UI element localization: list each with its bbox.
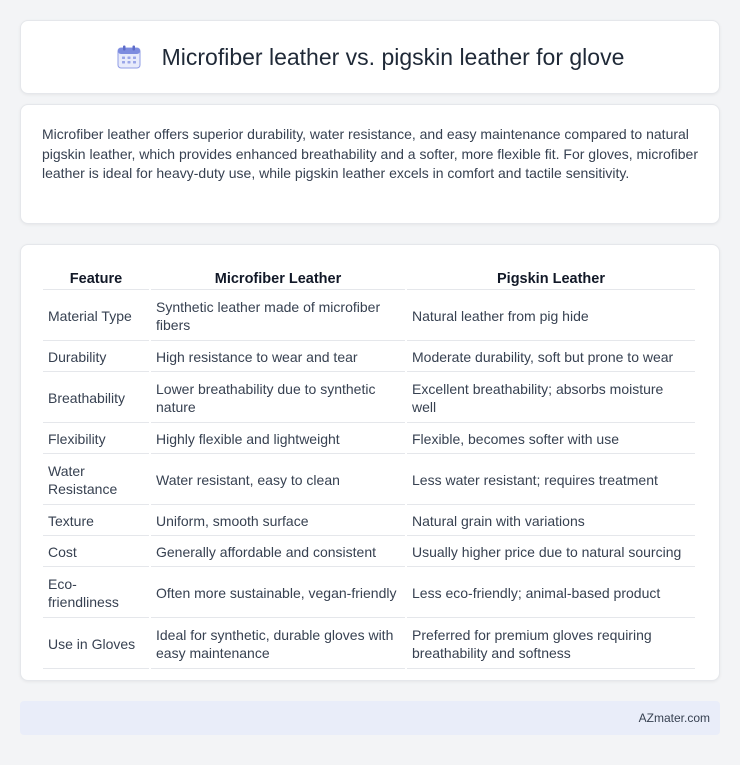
- table-header-row: [43, 267, 695, 290]
- table-cell-microfiber: Often more sustainable, vegan-friendly: [151, 569, 405, 618]
- table-row: [43, 538, 695, 567]
- column-header-pigskin: Pigskin Leather: [407, 267, 695, 290]
- summary-text: Microfiber leather offers superior durability, water resistance, and easy maintenance compared to natural pigskin leather, which provides enhanced breathability and a softer, more flexible fit. For gloves, microfiber leather is ideal for heavy-duty use, while pigskin leather excels in comfort and tactile sensitivity.: [42, 126, 699, 181]
- table-cell-feature: Breathability: [43, 374, 149, 423]
- table-cell-pigskin: Preferred for premium gloves requiring breathability and softness: [407, 620, 695, 669]
- table-cell-pigskin: Excellent breathability; absorbs moisture well: [407, 374, 695, 423]
- table-cell-microfiber: Generally affordable and consistent: [151, 538, 405, 567]
- calendar-icon: [116, 44, 142, 70]
- table-cell-feature: Flexibility: [43, 425, 149, 454]
- footer-brand: AZmater.com: [638, 711, 710, 725]
- column-header-microfiber: Microfiber Leather: [151, 267, 405, 290]
- table-row: [43, 456, 695, 505]
- table-cell-microfiber: Uniform, smooth surface: [151, 507, 405, 536]
- comparison-table: [41, 265, 697, 671]
- table-cell-pigskin: Flexible, becomes softer with use: [407, 425, 695, 454]
- table-cell-feature: Water Resistance: [43, 456, 149, 505]
- table-cell-feature: Durability: [43, 343, 149, 372]
- table-cell-pigskin: Natural leather from pig hide: [407, 292, 695, 341]
- table-row: [43, 620, 695, 669]
- table-cell-pigskin: Usually higher price due to natural sourcing: [407, 538, 695, 567]
- table-cell-microfiber: Ideal for synthetic, durable gloves with easy maintenance: [151, 620, 405, 669]
- table-cell-feature: Texture: [43, 507, 149, 536]
- table-cell-microfiber: Lower breathability due to synthetic nature: [151, 374, 405, 423]
- comparison-table-card: [20, 244, 720, 681]
- title-card: [20, 20, 720, 94]
- table-cell-feature: Cost: [43, 538, 149, 567]
- table-cell-microfiber: Highly flexible and lightweight: [151, 425, 405, 454]
- summary-card: [20, 104, 720, 224]
- table-cell-feature: Eco-friendliness: [43, 569, 149, 618]
- table-cell-feature: Use in Gloves: [43, 620, 149, 669]
- table-cell-microfiber: Water resistant, easy to clean: [151, 456, 405, 505]
- table-cell-microfiber: Synthetic leather made of microfiber fibers: [151, 292, 405, 341]
- column-header-feature: Feature: [43, 267, 149, 290]
- table-cell-feature: Material Type: [43, 292, 149, 341]
- table-row: [43, 425, 695, 454]
- footer: [20, 701, 720, 735]
- table-row: [43, 569, 695, 618]
- table-cell-pigskin: Natural grain with variations: [407, 507, 695, 536]
- table-cell-pigskin: Less water resistant; requires treatment: [407, 456, 695, 505]
- table-row: [43, 343, 695, 372]
- table-cell-pigskin: Moderate durability, soft but prone to wear: [407, 343, 695, 372]
- page-title: Microfiber leather vs. pigskin leather for glove: [161, 43, 625, 70]
- table-row: [43, 507, 695, 536]
- table-cell-pigskin: Less eco-friendly; animal-based product: [407, 569, 695, 618]
- table-cell-microfiber: High resistance to wear and tear: [151, 343, 405, 372]
- table-row: [43, 292, 695, 341]
- table-row: [43, 374, 695, 423]
